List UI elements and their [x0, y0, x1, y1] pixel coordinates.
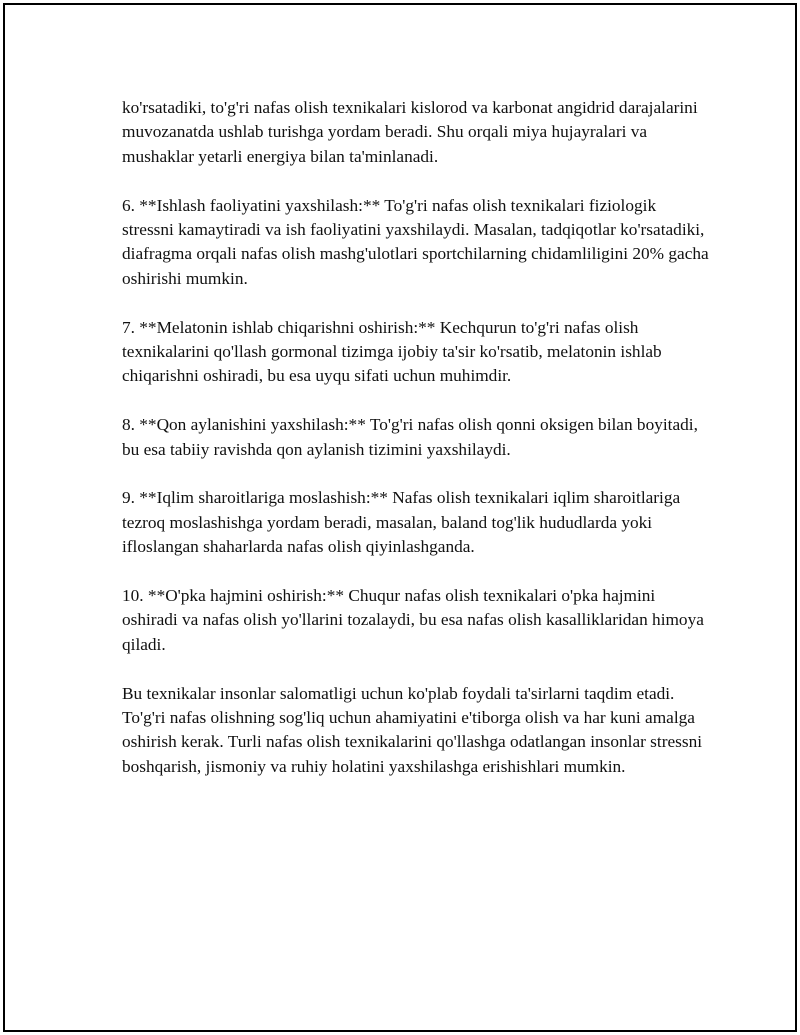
list-item-8: 8. **Qon aylanishini yaxshilash:** To'g'ri nafas olish qonni oksigen bilan boyitadi, bu esa tabiiy ravishda qon aylanish tizimini yaxshilaydi.	[122, 415, 698, 459]
paragraph-continuation: ko'rsatadiki, to'g'ri nafas olish texnikalari kislorod va karbonat angidrid darajalarini muvozanatda ushlab turishga yordam beradi. Shu orqali miya hujayralari va mushaklar yetarli energiya bilan ta'minlanadi.	[122, 98, 698, 166]
closing-paragraph: Bu texnikalar insonlar salomatligi uchun ko'plab foydali ta'sirlarni taqdim etadi. To'g'ri nafas olishning sog'liq uchun ahamiyatini e'tiborga olish va har kuni amalga oshirish kerak. Turli nafas olish texnikalarini qo'llashga odatlangan insonlar stressni boshqarish, jismoniy va ruhiy holatini yaxshilashga erishishlari mumkin.	[122, 683, 703, 776]
list-item-9: 9. **Iqlim sharoitlariga moslashish:** Nafas olish texnikalari iqlim sharoitlariga tezroq moslashishga yordam beradi, masalan, baland tog'lik hududlarda yoki ifloslangan shaharlarda nafas olish qiyinlashganda.	[122, 488, 681, 557]
list-item-7: 7. **Melatonin ishlab chiqarishni oshirish:** Kechqurun to'g'ri nafas olish texnikalarini qo'llash gormonal tizimga ijobiy ta'sir ko'rsatib, melatonin ishlab chiqarishni oshiradi, bu esa uyqu sifati uchun muhimdir.	[122, 317, 662, 386]
document-page	[3, 3, 797, 1032]
document-body	[122, 96, 712, 779]
list-item-6: 6. **Ishlash faoliyatini yaxshilash:** To'g'ri nafas olish texnikalari fiziologik stressni kamaytiradi va ish faoliyatini yaxshilaydi. Masalan, tadqiqotlar ko'rsatadiki, diafragma orqali nafas olish mashg'ulotlari sportchilarning chidamliligini 20% gacha oshirishi mumkin.	[122, 195, 709, 288]
list-item-10: 10. **O'pka hajmini oshirish:** Chuqur nafas olish texnikalari o'pka hajmini oshiradi va nafas olish yo'llarini tozalaydi, bu esa nafas olish kasalliklaridan himoya qiladi.	[122, 586, 704, 654]
